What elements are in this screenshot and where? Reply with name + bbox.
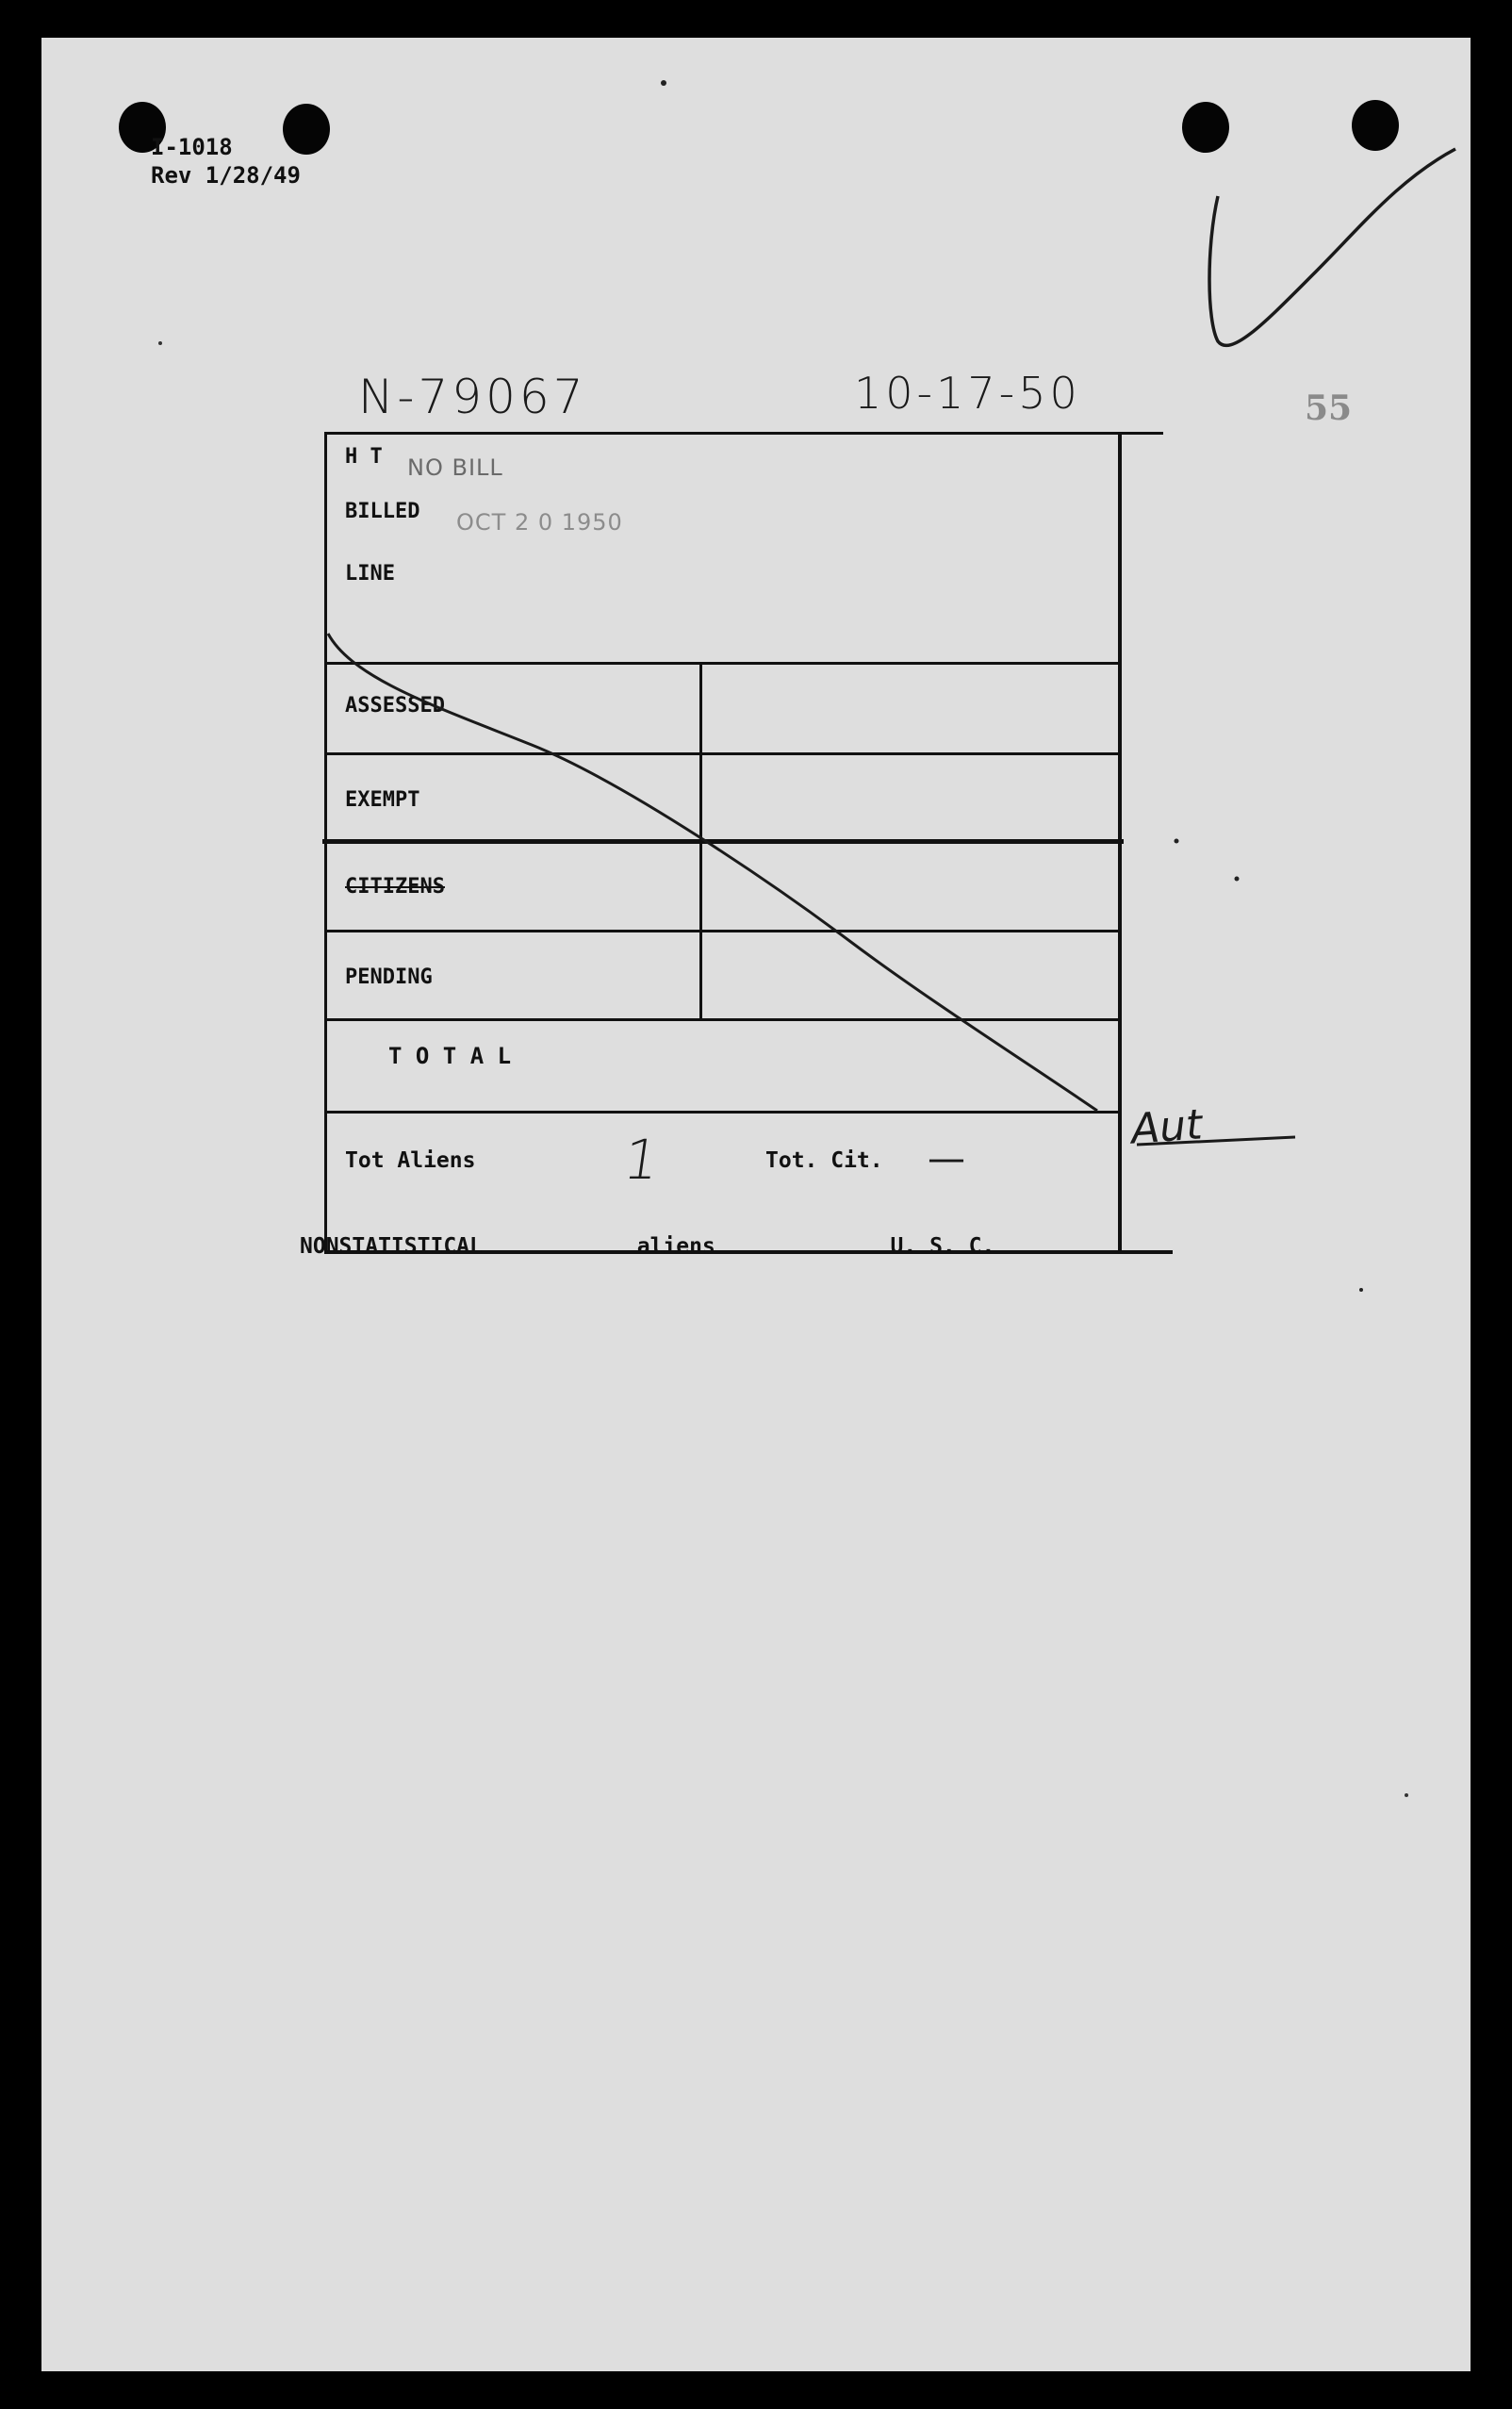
- billed-stamp-date: OCT 2 0 1950: [456, 509, 623, 536]
- page-number: 55: [1305, 388, 1353, 428]
- ht-stamp-value: NO BILL: [407, 454, 503, 481]
- form-number: I-1018: [151, 134, 233, 160]
- file-number: N-79067: [358, 370, 587, 424]
- billed-label: BILLED: [345, 500, 420, 523]
- initials-strike: [1137, 1137, 1295, 1145]
- diagonal-cancel-stroke: [328, 634, 1097, 1111]
- assessed-label: ASSESSED: [345, 694, 445, 718]
- pending-label: PENDING: [345, 965, 433, 989]
- tot-cit-label: Tot. Cit.: [765, 1148, 883, 1173]
- citizens-label: CITIZENS: [345, 875, 445, 899]
- speck: [661, 80, 666, 86]
- handwritten-date: 10-17-50: [854, 368, 1081, 419]
- document-paper: [41, 38, 1471, 2371]
- speck: [1175, 839, 1179, 844]
- line-label: LINE: [345, 562, 395, 586]
- speck: [1405, 1793, 1408, 1797]
- speck: [1235, 877, 1240, 882]
- tot-cit-value: —: [928, 1137, 965, 1180]
- pen-marks: [41, 38, 1471, 2371]
- tot-aliens-label: Tot Aliens: [345, 1148, 476, 1173]
- handwritten-initials: Aut: [1129, 1100, 1204, 1154]
- check-mark: [1209, 149, 1455, 345]
- exempt-label: EXEMPT: [345, 788, 420, 812]
- usc-label: U. S. C.: [890, 1234, 995, 1259]
- nonstatistical-label: NONSTATISTICAL: [300, 1234, 483, 1259]
- speck: [1359, 1288, 1363, 1292]
- total-label: T O T A L: [388, 1043, 512, 1069]
- form-revision: Rev 1/28/49: [151, 162, 301, 189]
- tot-aliens-value: 1: [619, 1128, 664, 1192]
- ht-label: H T: [345, 445, 383, 469]
- aliens-label: aliens: [636, 1234, 715, 1259]
- speck: [158, 341, 162, 345]
